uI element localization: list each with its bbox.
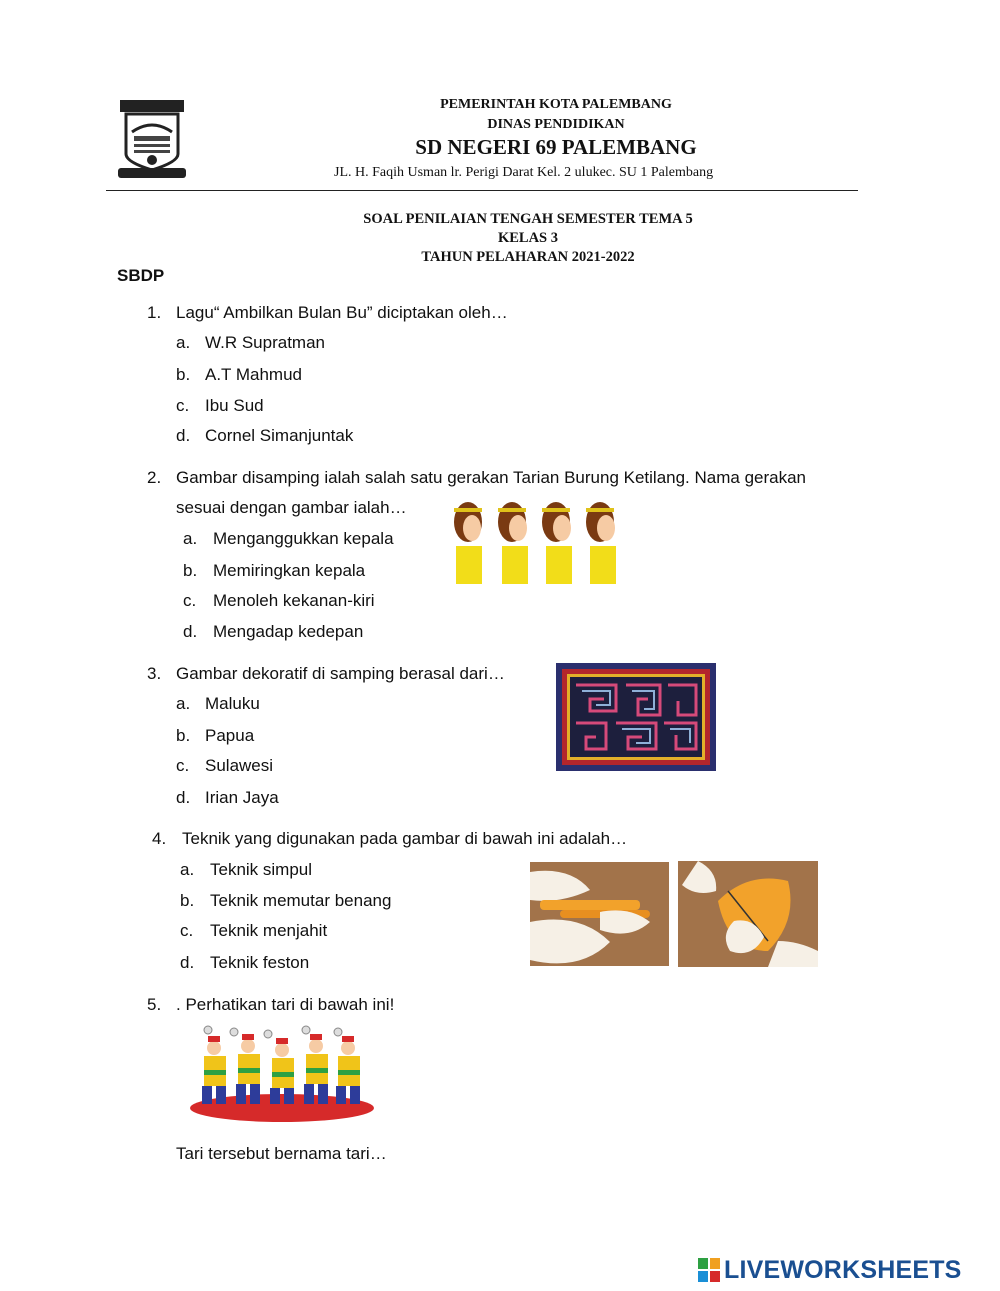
header-school-name: SD NEGERI 69 PALEMBANG [415, 135, 697, 159]
question-text: Teknik yang digunakan pada gambar di bawah ini adalah… [182, 829, 628, 848]
option-letter: b. [176, 726, 191, 745]
option-text[interactable]: Mengadap kedepan [213, 622, 364, 641]
option-text[interactable]: Menganggukkan kepala [213, 529, 394, 548]
question-text: Gambar disamping ialah salah satu gerakan Tarian Burung Ketilang. Nama gerakan [176, 468, 807, 487]
technique-image-left [530, 862, 669, 966]
dancer-figure [236, 1034, 260, 1104]
dance-girls-illustration [446, 494, 626, 586]
dancer-figure [202, 1036, 226, 1104]
exam-class: KELAS 3 [497, 230, 559, 246]
option-letter: b. [180, 891, 195, 910]
question-text: Lagu“ Ambilkan Bulan Bu” diciptakan oleh… [176, 303, 508, 322]
exam-title: SOAL PENILAIAN TENGAH SEMESTER TEMA 5 [363, 211, 693, 227]
option-letter: a. [176, 333, 191, 352]
question-text: . Perhatikan tari di bawah ini! [176, 995, 395, 1014]
watermark-text: LIVEWORKSHEETS [724, 1256, 962, 1284]
option-text[interactable]: Cornel Simanjuntak [205, 426, 354, 445]
girl-figure [498, 502, 528, 584]
question-text-cont: sesuai dengan gambar ialah… [176, 498, 407, 517]
girl-figure [586, 502, 616, 584]
option-letter: d. [183, 622, 198, 641]
option-letter: c. [176, 396, 190, 415]
option-letter: a. [176, 694, 191, 713]
option-text[interactable]: W.R Supratman [205, 333, 325, 352]
option-text[interactable]: Sulawesi [205, 756, 274, 775]
question-number: 2. [147, 468, 162, 487]
option-text[interactable]: Teknik menjahit [210, 921, 328, 940]
question-text: Gambar dekoratif di samping berasal dari… [176, 664, 505, 683]
option-text[interactable]: Ibu Sud [205, 396, 264, 415]
option-letter: d. [180, 953, 195, 972]
option-letter: b. [176, 365, 191, 384]
option-text[interactable]: Teknik feston [210, 953, 310, 972]
liveworksheets-icon [698, 1258, 720, 1282]
technique-image-right [678, 861, 818, 967]
question-number: 1. [147, 303, 162, 322]
option-text[interactable]: Irian Jaya [205, 788, 279, 807]
option-letter: c. [180, 921, 194, 940]
decorative-textile-image [556, 663, 716, 771]
option-text[interactable]: Teknik memutar benang [210, 891, 392, 910]
option-text[interactable]: Papua [205, 726, 255, 745]
liveworksheets-logo [698, 1256, 998, 1286]
option-letter: c. [183, 591, 197, 610]
option-letter: a. [180, 860, 195, 879]
option-letter: a. [183, 529, 198, 548]
dancer-figure [304, 1034, 328, 1104]
option-letter: b. [183, 561, 198, 580]
option-text[interactable]: A.T Mahmud [205, 365, 303, 384]
dance-group-illustration [188, 1024, 376, 1128]
question-number: 3. [147, 664, 162, 683]
option-text[interactable]: Teknik simpul [210, 860, 313, 879]
subject-label: SBDP [117, 266, 165, 285]
header-address: JL. H. Faqih Usman lr. Perigi Darat Kel. 2 ulukec. SU 1 Palembang [334, 165, 714, 180]
exam-year: TAHUN PELAHARAN 2021-2022 [421, 249, 635, 265]
header-divider [106, 190, 858, 191]
header-government: PEMERINTAH KOTA PALEMBANG [440, 97, 672, 112]
option-text[interactable]: Menoleh kekanan-kiri [213, 591, 375, 610]
girl-figure [542, 502, 572, 584]
girl-figure [454, 502, 482, 584]
question-number: 4. [152, 829, 167, 848]
header-department: DINAS PENDIDIKAN [487, 117, 625, 132]
dancer-figure [336, 1036, 360, 1104]
option-letter: d. [176, 788, 191, 807]
option-text[interactable]: Memiringkan kepala [213, 561, 366, 580]
option-text[interactable]: Maluku [205, 694, 260, 713]
option-letter: d. [176, 426, 191, 445]
question-text-cont: Tari tersebut bernama tari… [176, 1144, 387, 1163]
option-letter: c. [176, 756, 190, 775]
question-number: 5. [147, 995, 162, 1014]
school-logo [116, 96, 188, 182]
